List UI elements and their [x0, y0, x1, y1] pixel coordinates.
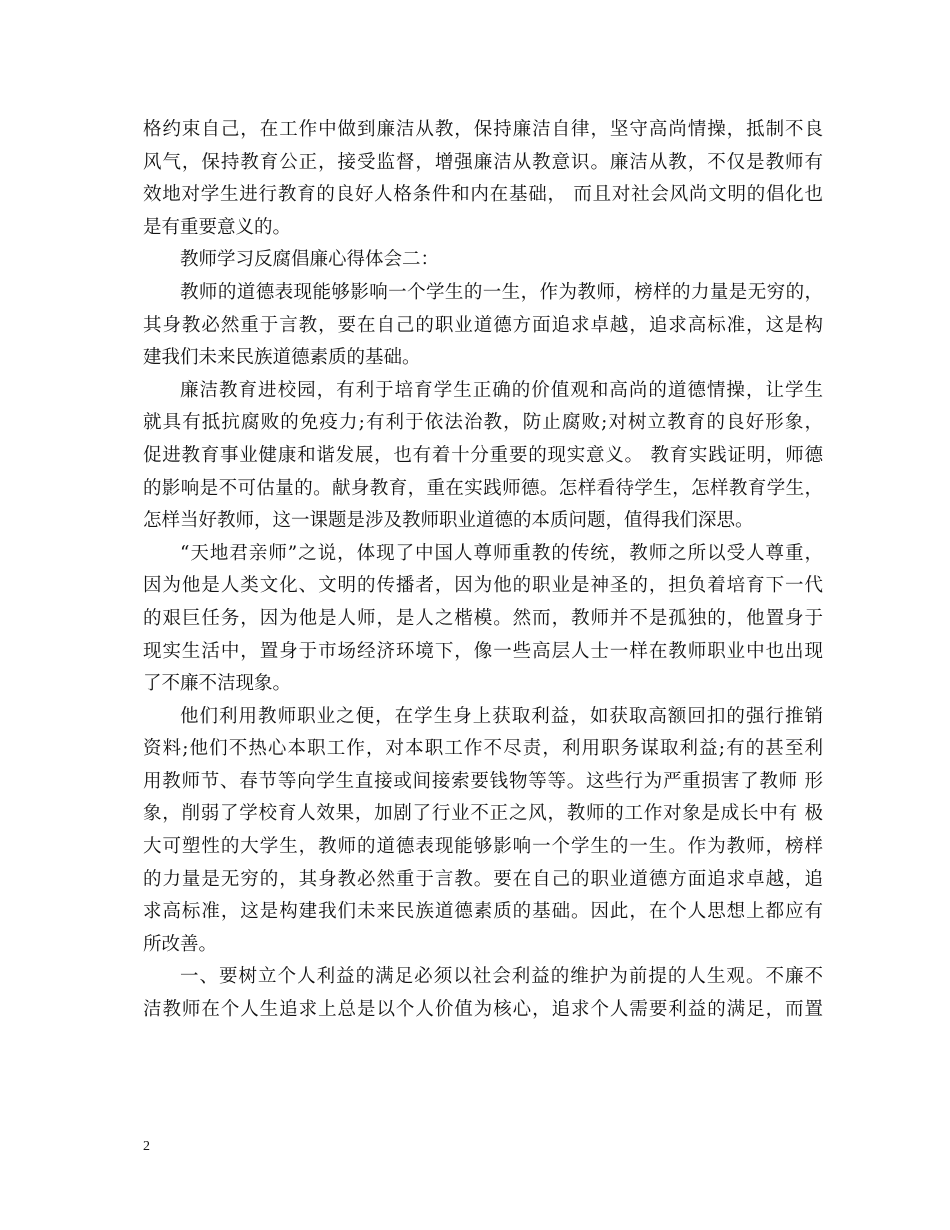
- text-line: 廉洁教育进校园，有利于培育学生正确的价值观和高尚的道德情操，让学生: [180, 379, 823, 401]
- text-line: 大可塑性的大学生，教师的道德表现能够影响一个学生的一生。作为教师，榜样: [143, 836, 823, 858]
- text-line: 风气，保持教育公正，接受监督，增强廉洁从教意识。廉洁从教，不仅是教师有: [143, 151, 823, 173]
- text-line: 的影响是不可估量的。献身教育，重在实践师德。怎样看待学生，怎样教育学生，: [143, 477, 823, 499]
- text-line: 教师的道德表现能够影响一个学生的一生，作为教师，榜样的力量是无穷的，: [180, 281, 823, 303]
- text-line: 求高标准，这是构建我们未来民族道德素质的基础。因此，在个人思想上都应有: [143, 901, 823, 923]
- text-line: 资料;他们不热心本职工作，对本职工作不尽责，利用职务谋取利益;有的甚至利: [143, 738, 823, 760]
- page-number: 2: [143, 1139, 150, 1154]
- text-line: 象，削弱了学校育人效果，加剧了行业不正之风，教师的工作对象是成长中有 极: [143, 803, 823, 825]
- text-line: 是有重要意义的。: [143, 216, 292, 238]
- text-line: 的艰巨任务，因为他是人师，是人之楷模。然而，教师并不是孤独的，他置身于: [143, 607, 823, 629]
- document-body: [143, 114, 823, 1027]
- text-line: 效地对学生进行教育的良好人格条件和内在基础， 而且对社会风尚文明的倡化也: [143, 184, 823, 206]
- text-line: 所改善。: [143, 933, 218, 955]
- text-line: 其身教必然重于言教，要在自己的职业道德方面追求卓越，追求高标准，这是构: [143, 314, 823, 336]
- text-line: 洁教师在个人生追求上总是以个人价值为核心，追求个人需要利益的满足，而置: [143, 999, 823, 1021]
- text-line: “天地君亲师”之说，体现了中国人尊师重教的传统，教师之所以受人尊重，: [180, 542, 823, 564]
- text-line: 就具有抵抗腐败的免疫力;有利于依法治教，防止腐败;对树立教育的良好形象，: [143, 412, 823, 434]
- text-line: 怎样当好教师，这一课题是涉及教师职业道德的本质问题，值得我们深思。: [143, 510, 754, 532]
- text-line: 的力量是无穷的，其身教必然重于言教。要在自己的职业道德方面追求卓越，追: [143, 868, 823, 890]
- text-line: 他们利用教师职业之便，在学生身上获取利益，如获取高额回扣的强行推销: [180, 705, 823, 727]
- text-line: 了不廉不洁现象。: [143, 673, 292, 695]
- text-line: 格约束自己，在工作中做到廉洁从教，保持廉洁自律，坚守高尚情操，抵制不良: [143, 119, 823, 140]
- text-line: 促进教育事业健康和谐发展，也有着十分重要的现实意义。 教育实践证明，师德: [143, 444, 823, 466]
- text-line: 教师学习反腐倡廉心得体会二：: [180, 249, 440, 271]
- text-line: 一、要树立个人利益的满足必须以社会利益的维护为前提的人生观。不廉不: [180, 966, 823, 988]
- text-line: 现实生活中，置身于市场经济环境下，像一些高层人士一样在教师职业中也出现: [143, 640, 823, 662]
- text-line: 因为他是人类文化、文明的传播者，因为他的职业是神圣的，担负着培育下一代: [143, 575, 823, 597]
- text-line: 建我们未来民族道德素质的基础。: [143, 347, 421, 369]
- text-line: 用教师节、春节等向学生直接或间接索要钱物等等。这些行为严重损害了教师 形: [143, 770, 823, 792]
